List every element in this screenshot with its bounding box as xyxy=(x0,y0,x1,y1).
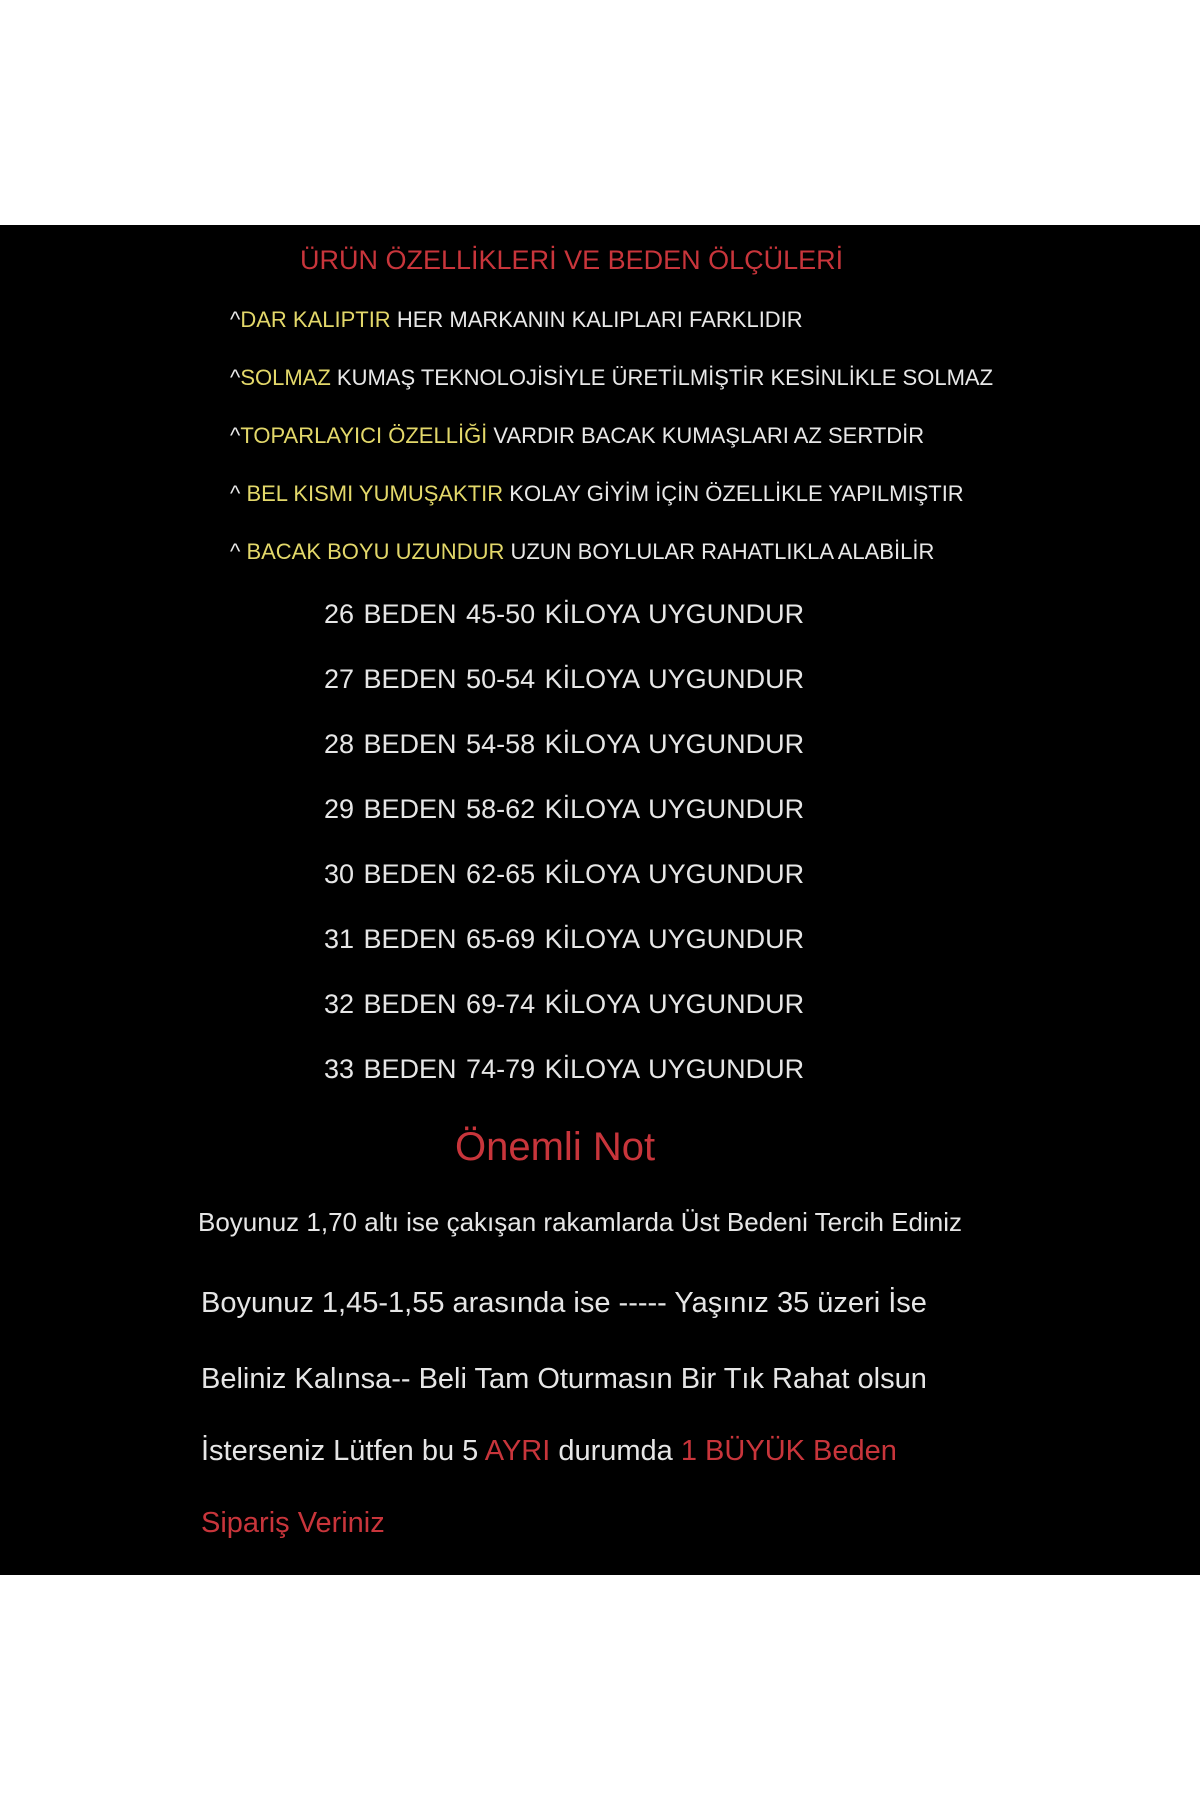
size-row-31: 31 BEDEN 65-69 KİLOYA UYGUNDUR xyxy=(324,924,805,954)
feature-text: UZUN BOYLULAR RAHATLIKLA ALABİLİR xyxy=(504,539,935,564)
note-line-order: Sipariş Veriniz xyxy=(201,1507,385,1539)
size-row-33: 33 BEDEN 74-79 KİLOYA UYGUNDUR xyxy=(324,1054,805,1084)
feature-highlight: SOLMAZ xyxy=(240,365,331,390)
feature-item-waist xyxy=(230,483,964,505)
note-text: durumda xyxy=(550,1435,681,1467)
size-row-26: 26 BEDEN 45-50 KİLOYA UYGUNDUR xyxy=(324,599,805,629)
feature-highlight: BEL KISMI YUMUŞAKTIR xyxy=(246,481,504,506)
feature-item-fit xyxy=(230,309,803,331)
feature-prefix: ^ xyxy=(230,539,247,564)
size-row-30: 30 BEDEN 62-65 KİLOYA UYGUNDUR xyxy=(324,859,805,889)
feature-item-length xyxy=(230,541,934,563)
note-line-waist: Beliniz Kalınsa-- Beli Tam Oturmasın Bir Tık Rahat olsun xyxy=(201,1363,927,1395)
feature-highlight: DAR KALIPTIR xyxy=(240,307,391,332)
feature-prefix: ^ xyxy=(230,423,241,448)
size-row-29: 29 BEDEN 58-62 KİLOYA UYGUNDUR xyxy=(324,794,805,824)
note-line-height-range: Boyunuz 1,45-1,55 arasında ise ----- Yaşınız 35 üzeri İse xyxy=(201,1287,927,1319)
feature-text: KUMAŞ TEKNOLOJİSİYLE ÜRETİLMİŞTİR KESİNLİKLE SOLMAZ xyxy=(330,365,994,390)
note-line-recommendation xyxy=(201,1437,897,1466)
feature-item-shaping xyxy=(230,425,924,447)
feature-text: KOLAY GİYİM İÇİN ÖZELLİKLE YAPILMIŞTIR xyxy=(503,481,964,506)
note-highlight: 1 BÜYÜK Beden xyxy=(680,1435,897,1467)
feature-prefix: ^ xyxy=(230,481,247,506)
note-title: Önemli Not xyxy=(455,1125,656,1169)
feature-text: VARDIR BACAK KUMAŞLARI AZ SERTDİR xyxy=(487,423,925,448)
feature-prefix: ^ xyxy=(230,307,241,332)
note-line-height-advice: Boyunuz 1,70 altı ise çakışan rakamlarda Üst Bedeni Tercih Ediniz xyxy=(198,1207,963,1237)
page-title: ÜRÜN ÖZELLİKLERİ VE BEDEN ÖLÇÜLERİ xyxy=(300,245,844,275)
feature-text: HER MARKANIN KALIPLARI FARKLIDIR xyxy=(390,307,803,332)
note-highlight: AYRI xyxy=(484,1435,551,1467)
feature-highlight: TOPARLAYICI ÖZELLİĞİ xyxy=(240,423,488,448)
feature-item-fade xyxy=(230,367,993,389)
feature-prefix: ^ xyxy=(230,365,241,390)
size-row-28: 28 BEDEN 54-58 KİLOYA UYGUNDUR xyxy=(324,729,805,759)
size-row-27: 27 BEDEN 50-54 KİLOYA UYGUNDUR xyxy=(324,664,805,694)
size-row-32: 32 BEDEN 69-74 KİLOYA UYGUNDUR xyxy=(324,989,805,1019)
feature-highlight: BACAK BOYU UZUNDUR xyxy=(246,539,505,564)
note-text: İsterseniz Lütfen bu 5 xyxy=(201,1435,485,1467)
product-info-panel xyxy=(0,225,1200,1575)
